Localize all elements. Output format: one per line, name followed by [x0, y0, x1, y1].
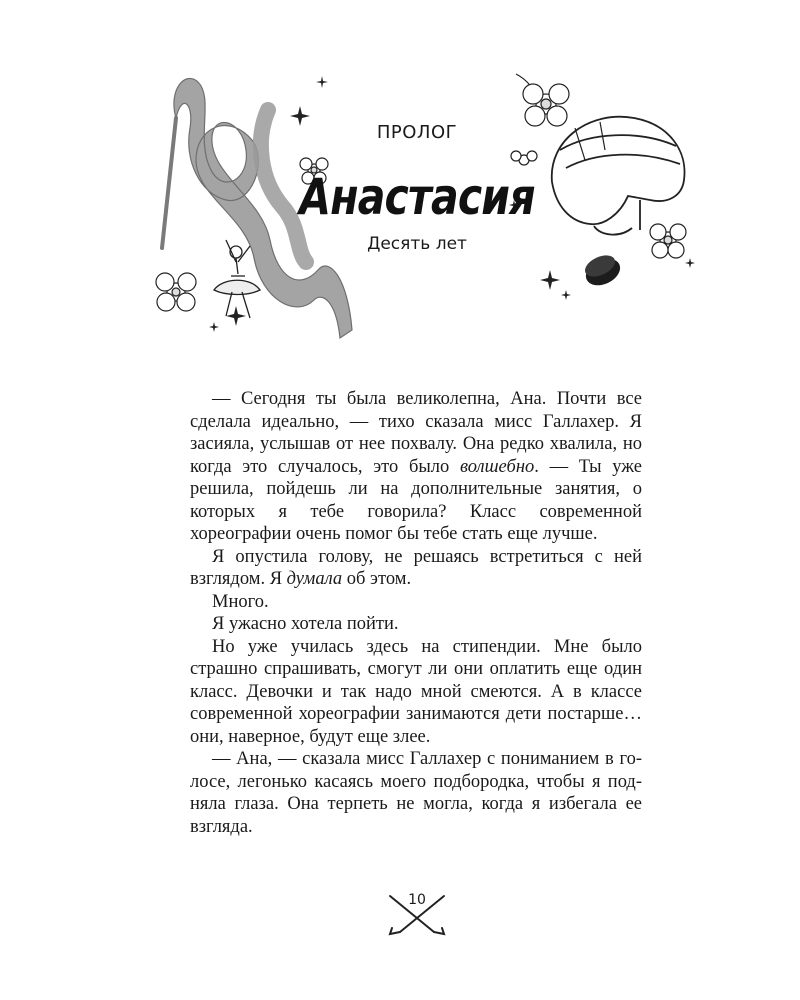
paragraph: — Ана, — сказала мисс Галлахер с пониманием в голосе, легонько касаясь моего подбородка, чтобы я подняла глаза. Она терпеть не могла, когда я избегала ее взгляда.: [190, 749, 642, 837]
paragraph: — Сегодня ты была великолепна, Ана. Почти все сделала идеально, — тихо сказала мисс Галлахер. Я засияла, услышав от нее похвалу. Она редко хвалила, но когда это случалось, это было волшебно. — Ты уже решила, пойдешь ли на дополнительные занятия, о которых я тебе говорила? Класс современной хореографии очень помог бы тебе стать еще лучше.: [190, 389, 642, 544]
flower-icon: [511, 151, 537, 165]
hockey-puck-icon: [582, 251, 625, 290]
page-footer: [382, 888, 452, 944]
paragraph: Но уже училась здесь на стипендии. Мне было страшно спрашивать, смогут ли они оплатить еще один класс. Девочки и так надо мной смеются. А в классе современной хореографии занимаются дети постарше… они, наверное, будут еще злее.: [190, 636, 642, 747]
flower-icon: [156, 273, 196, 311]
paragraph: Много.: [212, 591, 269, 612]
body-text: [190, 388, 642, 838]
page-number: 10: [408, 892, 426, 908]
flower-icon: [516, 74, 569, 126]
paragraph: Я ужасно хотела пойти.: [212, 614, 399, 634]
chapter-label: ПРОЛОГ: [376, 122, 458, 143]
chapter-subtitle: Десять лет: [367, 234, 467, 254]
chapter-title: Анастасия: [299, 168, 535, 226]
paragraph: Я опустила голову, не решаясь встретиться с ней взглядом. Я думала об этом.: [190, 546, 642, 589]
